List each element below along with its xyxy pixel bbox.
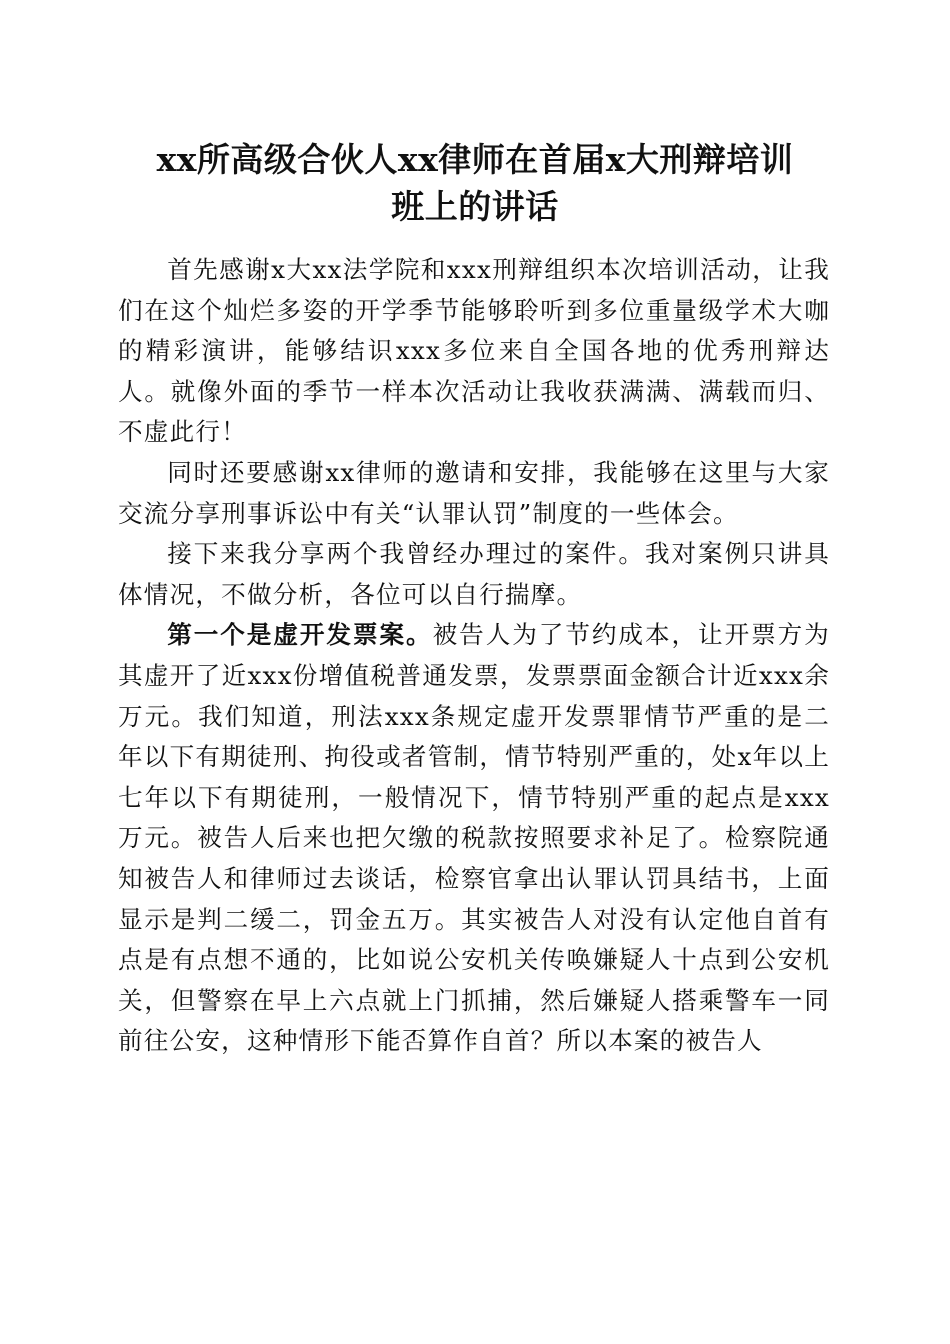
- title-line-1: xx所高级合伙人xx律师在首届x大刑辩培训: [156, 140, 794, 179]
- paragraph: [118, 250, 830, 453]
- paragraph: [118, 534, 830, 615]
- case-heading: 第一个是虚开发票案。: [167, 620, 433, 650]
- document-body: [118, 250, 830, 1062]
- paragraph: [118, 453, 830, 534]
- paragraph-text: 接下来我分享两个我曾经办理过的案件。我对案例只讲具体情况，不做分析，各位可以自行揣摩。: [118, 539, 830, 609]
- document-title: [100, 136, 850, 230]
- paragraph-text: 被告人为了节约成本，让开票方为其虚开了近xxx份增值税普通发票，发票票面金额合计近xxx余万元。我们知道，刑法xxx条规定虚开发票罪情节严重的是二年以下有期徒刑、拘役或者管制，情节特别严重的，处x年以上七年以下有期徒刑，一般情况下，情节特别严重的起点是xxx万元。被告人后来也把欠缴的税款按照要求补足了。检察院通知被告人和律师过去谈话，检察官拿出认罪认罚具结书，上面显示是判二缓二，罚金五万。其实被告人对没有认定他自首有点是有点想不通的，比如说公安机关传唤嫌疑人十点到公安机关，但警察在早上六点就上门抓捕，然后嫌疑人搭乘警车一同前往公安，这种情形下能否算作自首？所以本案的被告人: [118, 620, 830, 1056]
- paragraph-text: 首先感谢x大xx法学院和xxx刑辩组织本次培训活动，让我们在这个灿烂多姿的开学季节能够聆听到多位重量级学术大咖的精彩演讲，能够结识xxx多位来自全国各地的优秀刑辩达人。就像外面的季节一样本次活动让我收获满满、满载而归、不虚此行！: [118, 255, 830, 447]
- title-line-2: 班上的讲话: [391, 187, 559, 226]
- paragraph: [118, 615, 830, 1062]
- paragraph-text: 同时还要感谢xx律师的邀请和安排，我能够在这里与大家交流分享刑事诉讼中有关“认罪认罚”制度的一些体会。: [118, 457, 830, 528]
